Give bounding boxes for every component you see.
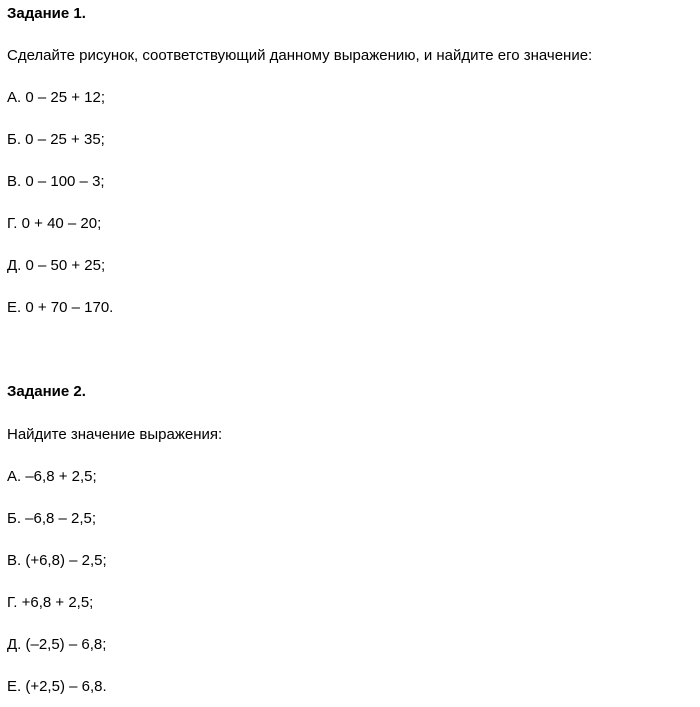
task2-item-g: Г. +6,8 + 2,5; <box>7 594 94 611</box>
task2-item-d: Д. (–2,5) – 6,8; <box>7 636 107 653</box>
task2-item-v: В. (+6,8) – 2,5; <box>7 552 107 569</box>
task2-title: Задание 2. <box>7 383 86 400</box>
task1-item-v: В. 0 – 100 – 3; <box>7 173 105 190</box>
task1-item-b: Б. 0 – 25 + 35; <box>7 131 105 148</box>
task1-item-d: Д. 0 – 50 + 25; <box>7 257 106 274</box>
task1-instruction: Сделайте рисунок, соответствующий данному выражению, и найдите его значение: <box>7 47 593 64</box>
task2-item-e: Е. (+2,5) – 6,8. <box>7 678 107 695</box>
task1-item-a: А. 0 – 25 + 12; <box>7 89 105 106</box>
task1-item-e: Е. 0 + 70 – 170. <box>7 299 114 316</box>
task2-item-a: А. –6,8 + 2,5; <box>7 468 97 485</box>
task1-item-g: Г. 0 + 40 – 20; <box>7 215 102 232</box>
task2-item-b: Б. –6,8 – 2,5; <box>7 510 97 527</box>
task2-instruction: Найдите значение выражения: <box>7 426 223 443</box>
task1-title: Задание 1. <box>7 5 86 22</box>
